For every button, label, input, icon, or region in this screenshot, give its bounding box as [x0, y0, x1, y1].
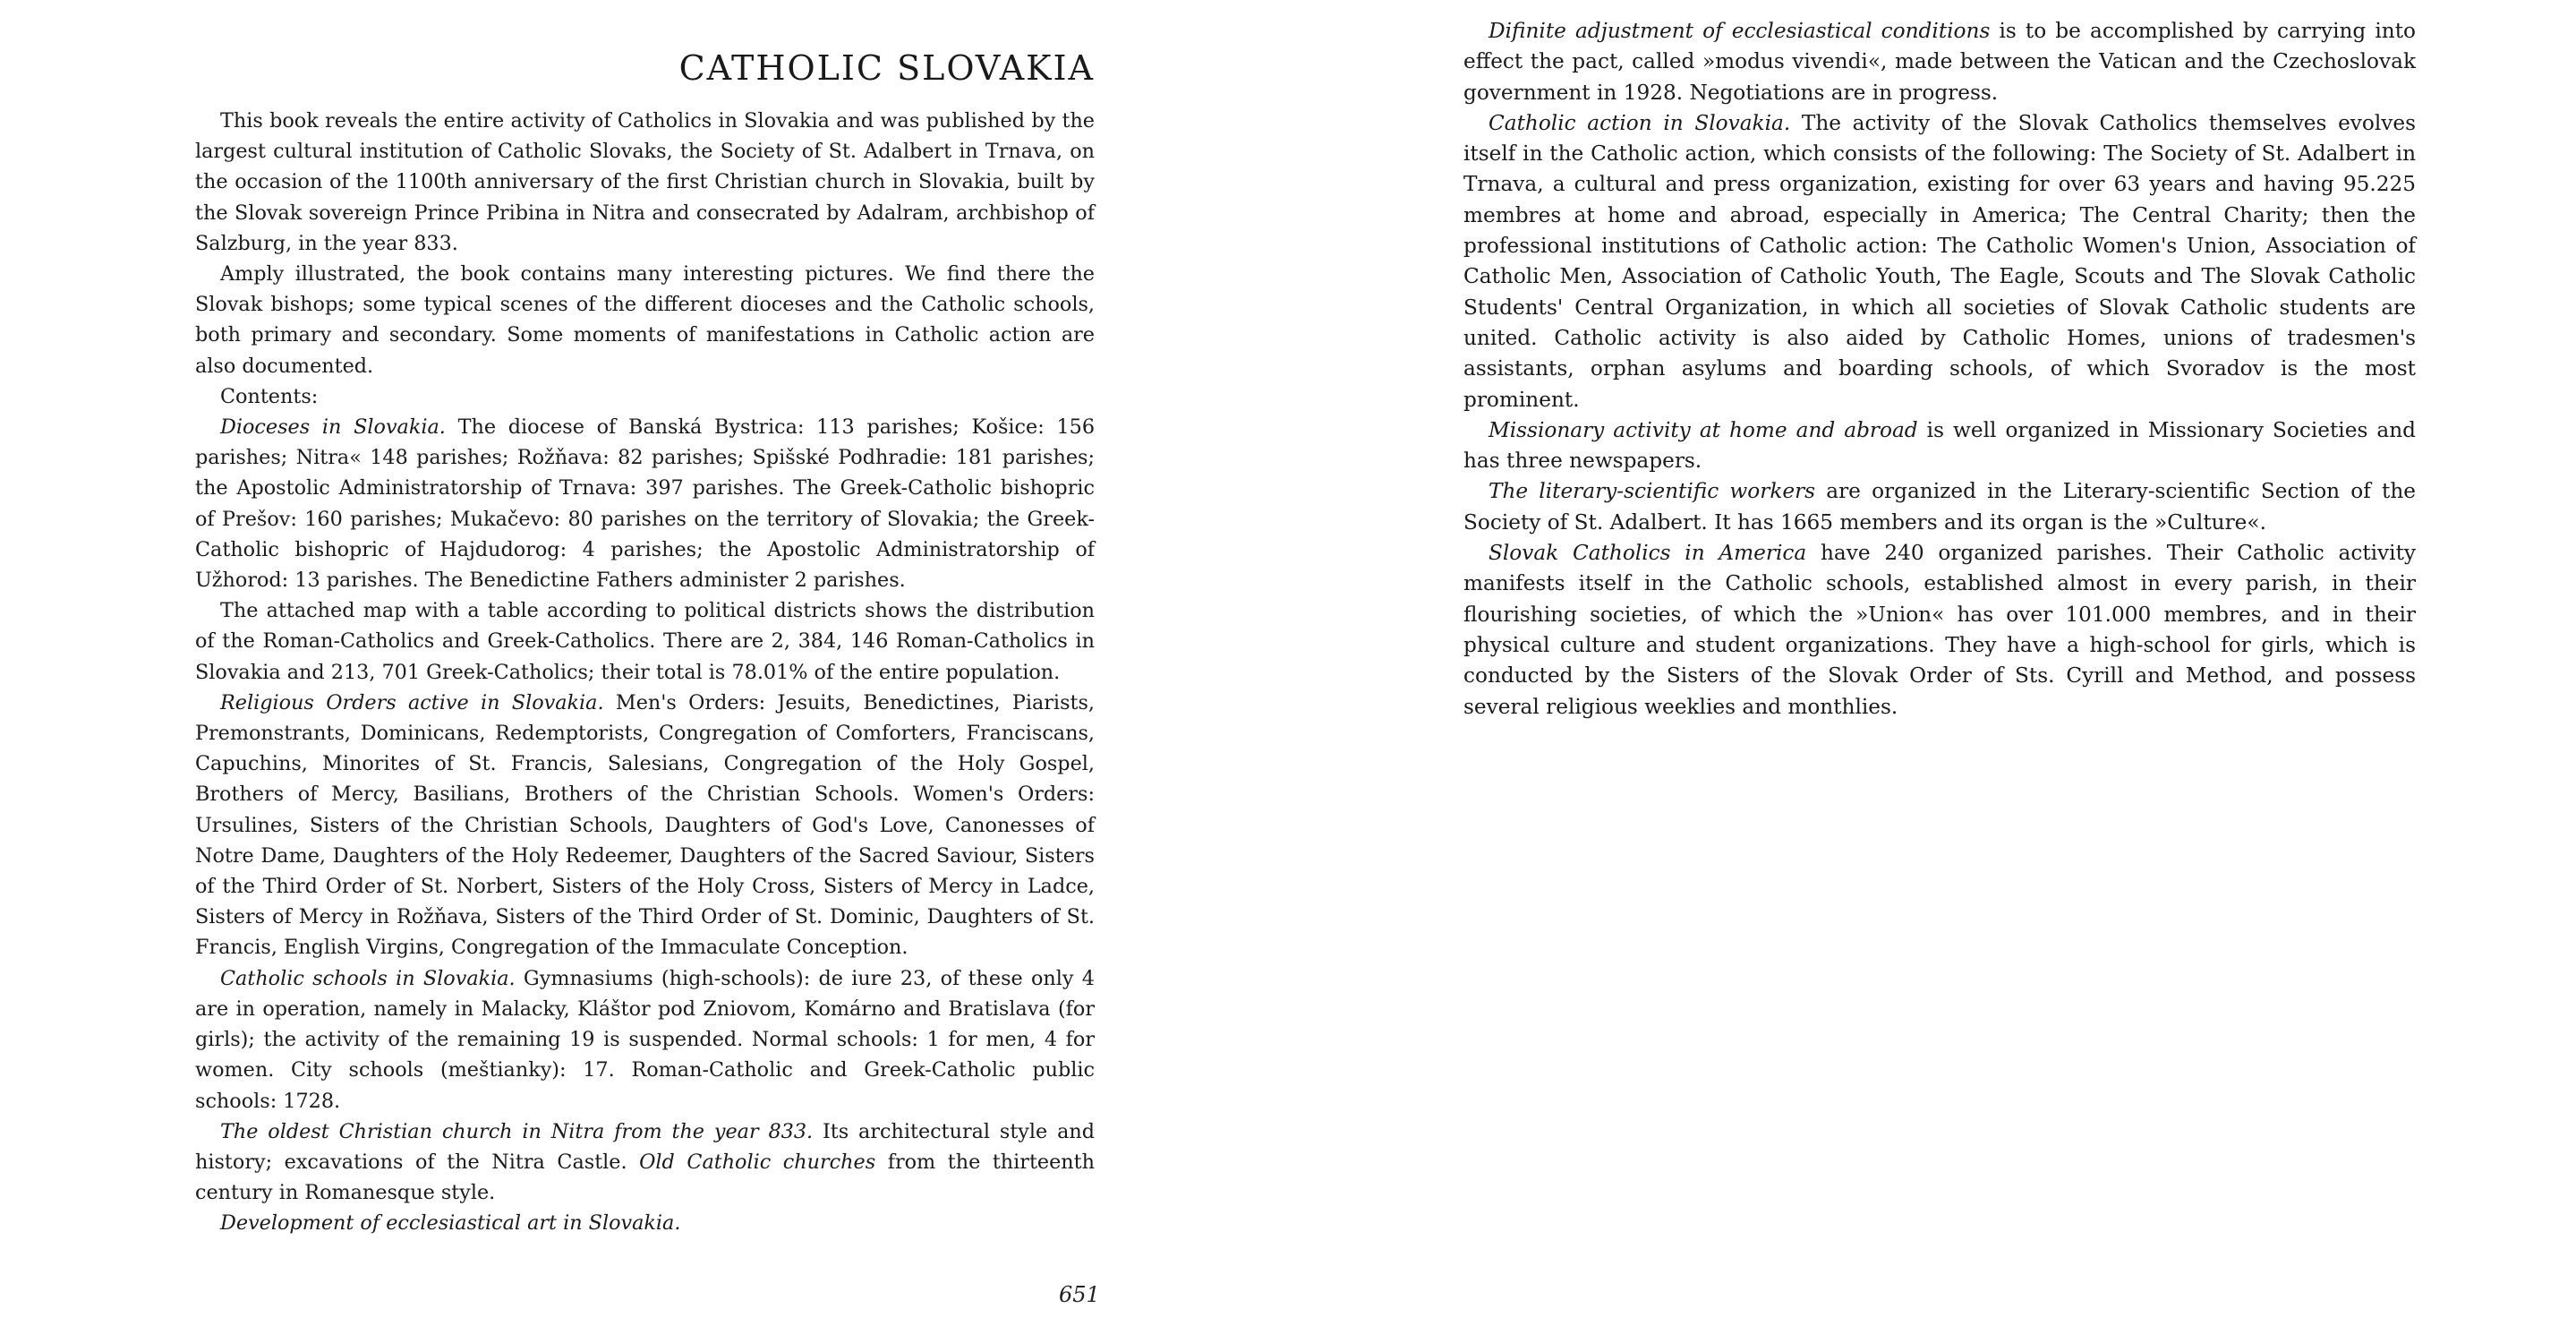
paragraph-dioceses: Dioceses in Slovakia. The diocese of Banská Bystrica: 113 parishes; Košice: 156 parishes; Nitra« 148 parishes; Rožňava: 82 parishes; Spišské Podhradie: 181 parishes; the Apostolic Administratorship of Trnava: 397 parishes. The Greek-Catholic bishopric of Prešov: 160 parishes; Mukačevo: 80 parishes on the territory of Slovakia; the Greek-Catholic bishopric of Hajdudorog: 4 parishes; the Apostolic Administratorship of Užhorod: 13 parishes. The Benedictine Fathers administer 2 parishes. [195, 415, 1096, 593]
paragraph-america: Slovak Catholics in America have 240 organized parishes. Their Catholic activity manifests itself in the Catholic schools, established almost in every parish, in their flourishing societies, of which the »Union« has over 101.000 membres, and in their physical culture and student organizations. They have a high-school for girls, which is conducted by the Sisters of the Slovak Order of Sts. Cyrill and Method, and possess several religious weeklies and monthlies. [1463, 541, 2416, 719]
section-heading: The oldest Christian church in Nitra from the year 833. [220, 1119, 814, 1143]
paragraph-schools: Catholic schools in Slovakia. Gymnasiums (high-schools): de iure 23, of these only 4 are in operation, namely in Malacky, Kláštor pod Zniovom, Komárno and Bratislava (for girls); the activity of the remaining 19 is suspended. Normal schools: 1 for men, 4 for women. City schools (meštianky): 17. Roman-Catholic and Greek-Catholic public schools: 1728. [195, 966, 1095, 1113]
paragraph-adjustment: Difinite adjustment of ecclesiastical conditions is to be accomplished by carrying into effect the pact, called »modus vivendi«, made between the Vatican and the Czechoslovak government in 1928. Negotiations are in progress. [1463, 19, 2417, 105]
right-text-column [1463, 16, 2416, 723]
page-title: CATHOLIC SLOVAKIA [678, 48, 1095, 88]
paragraph-map: The attached map with a table according to political districts shows the distribution of the Roman-Catholics and Greek-Catholics. There are 2, 384, 146 Roman-Catholics in Slovakia and 213, 701 Greek-Catholics; their total is 78.01% of the entire population. [195, 599, 1095, 684]
section-heading: Catholic schools in Slovakia. [220, 966, 516, 990]
section-heading: The literary-scientific workers [1488, 479, 1816, 504]
left-text-column [195, 48, 1095, 1239]
section-heading: Religious Orders active in Slovakia. [220, 690, 604, 714]
section-heading: Catholic action in Slovakia. [1488, 110, 1791, 135]
paragraph-contents-label: Contents: [220, 384, 319, 408]
section-heading: Slovak Catholics in America [1488, 541, 1807, 566]
paragraph-intro: This book reveals the entire activity of Catholics in Slovakia and was published by the largest cultural institution of Catholic Slovaks, the Society of St. Adalbert in Trnava, on the occasion of the 1100th anniversary of the first Christian church in Slovakia, built by the Slovak sovereign Prince Pribina in Nitra and consecrated by Adalram, archbishop of Salzburg, in the year 833. [195, 109, 1095, 255]
section-heading: Old Catholic churches [639, 1150, 876, 1174]
paragraph-oldest-church: The oldest Christian church in Nitra from the year 833. Its architectural style and history; excavations of the Nitra Castle. Old Catholic churches from the thirteenth century in Romanesque style. [195, 1119, 1095, 1205]
right-page [1288, 0, 2576, 1343]
paragraph-missionary: Missionary activity at home and abroad is well organized in Missionary Societies and has three newspapers. [1463, 417, 2416, 474]
page-number: 651 [1059, 1282, 1100, 1307]
section-heading: Dioceses in Slovakia. [220, 415, 446, 440]
section-heading: Missionary activity at home and abroad [1488, 417, 1918, 442]
paragraph-literary: The literary-scientific workers are organized in the Literary-scientific Section of the Society of St. Adalbert. It has 1665 members and its organ is the »Culture«. [1463, 479, 2416, 535]
section-heading: Development of ecclesiastical art in Slovakia. [220, 1211, 681, 1236]
paragraph-ecclesiastical-art [195, 1208, 1095, 1238]
paragraph-religious-orders: Religious Orders active in Slovakia. Men's Orders: Jesuits, Benedictines, Piarists, Premonstrants, Dominicans, Redemptorists, Congregation of Comforters, Franciscans, Capuchins, Minorites of St. Francis, Salesians, Congregation of the Holy Gospel, Brothers of Mercy, Basilians, Brothers of the Christian Schools. Women's Orders: Ursulines, Sisters of the Christian Schools, Daughters of God's Love, Canonesses of Notre Dame, Daughters of the Holy Redeemer, Daughters of the Sacred Saviour, Sisters of the Third Order of St. Norbert, Sisters of the Holy Cross, Sisters of Mercy in Ladce, Sisters of Mercy in Rožňava, Sisters of the Third Order of St. Dominic, Daughters of St. Francis, English Virgins, Congregation of the Immaculate Conception. [195, 690, 1096, 960]
paragraph-catholic-action: Catholic action in Slovakia. The activity of the Slovak Catholics themselves evolves itself in the Catholic action, which consists of the following: The Society of St. Adalbert in Trnava, a cultural and press organization, existing for over 63 years and having 95.225 membres at home and abroad, especially in America; The Central Charity; then the professional institutions of Catholic action: The Catholic Women's Union, Association of Catholic Men, Association of Catholic Youth, The Eagle, Scouts and The Slovak Catholic Students' Central Organization, in which all societies of Slovak Catholic students are united. Catholic activity is also aided by Catholic Homes, unions of tradesmen's assistants, orphan asylums and boarding schools, of which Svoradov is the most prominent. [1463, 110, 2416, 412]
paragraph-illustrations: Amply illustrated, the book contains many interesting pictures. We find there the Slovak bishops; some typical scenes of the different dioceses and the Catholic schools, both primary and secondary. Some moments of manifestations in Catholic action are also documented. [195, 262, 1095, 378]
section-heading: Difinite adjustment of ecclesiastical conditions [1488, 19, 1991, 43]
